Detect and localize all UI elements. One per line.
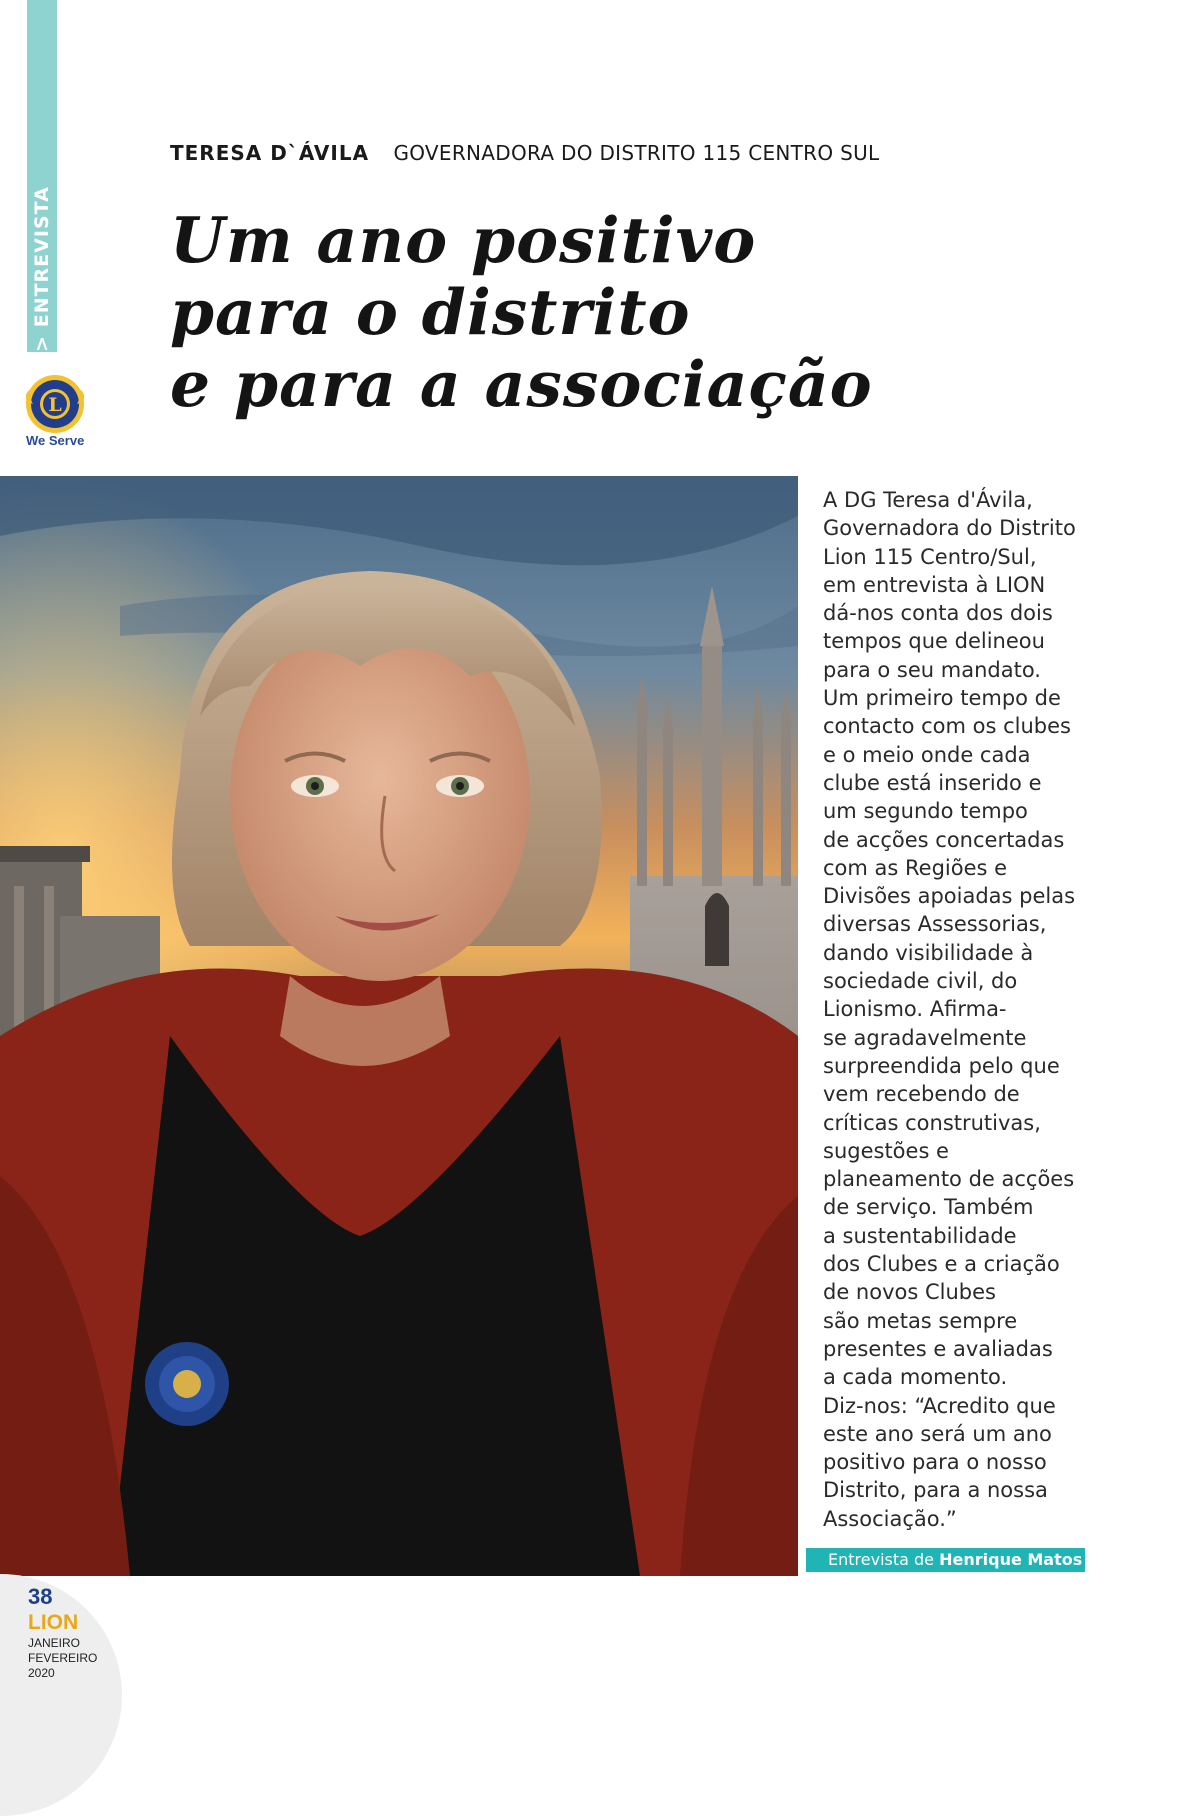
body-line: em entrevista à LION [823,572,1046,597]
body-line: para o seu mandato. [823,657,1041,682]
page-number: 38 [28,1584,53,1609]
body-line: diversas Assessorias, [823,912,1047,937]
body-line: Divisões apoiadas pelas [823,884,1076,909]
magazine-name: LION [28,1611,79,1634]
intro-text [823,486,1093,1533]
byline-author: Henrique Matos [939,1550,1083,1569]
portrait-photo [0,476,798,1576]
headline-line: e para a associação [170,347,873,421]
body-line: planeamento de acções [823,1167,1075,1192]
body-line: Um primeiro tempo de [823,686,1061,711]
headline-line: para o distrito [170,275,691,349]
body-line: de novos Clubes [823,1280,996,1305]
lions-logo-icon [25,372,89,438]
issue-year: 2020 [28,1666,55,1680]
issue-date [28,1636,97,1681]
body-line: são metas sempre [823,1308,1018,1333]
body-line: sugestões e [823,1138,949,1163]
body-line: tempos que delineou [823,629,1045,654]
body-line: Associação.” [823,1506,957,1531]
body-line: Distrito, para a nossa [823,1478,1048,1503]
body-line: e o meio onde cada [823,742,1031,767]
body-line: dando visibilidade à [823,940,1034,965]
body-line: clube está inserido e [823,770,1042,795]
body-line: contacto com os clubes [823,714,1071,739]
body-line: de serviço. Também [823,1195,1034,1220]
body-line: Lionismo. Afirma- [823,997,1007,1022]
body-line: surpreendida pelo que [823,1053,1060,1078]
issue-month: FEVEREIRO [28,1651,98,1665]
body-line: de acções concertadas [823,827,1065,852]
issue-month: JANEIRO [28,1636,81,1650]
logo-letter: L [48,394,62,416]
body-line: Lion 115 Centro/Sul, [823,544,1037,569]
body-line: vem recebendo de [823,1082,1020,1107]
interviewee-role: GOVERNADORA DO DISTRITO 115 CENTRO SUL [393,141,880,165]
body-line: com as Regiões e [823,855,1008,880]
body-line: dos Clubes e a criação [823,1252,1060,1277]
body-line: este ano será um ano [823,1421,1052,1446]
body-line: dá-nos conta dos dois [823,601,1053,626]
body-line: sociedade civil, do [823,969,1018,994]
body-line: a cada momento. [823,1365,1008,1390]
headline-line: Um ano positivo [170,203,757,277]
body-line: críticas construtivas, [823,1110,1041,1135]
byline [806,1548,1085,1572]
section-label [27,186,57,352]
body-line: a sustentabilidade [823,1223,1017,1248]
body-line: Governadora do Distrito [823,516,1076,541]
body-line: A DG Teresa d'Ávila, [823,488,1033,512]
kicker [170,141,879,165]
body-line: presentes e avaliadas [823,1336,1053,1361]
section-label-text: > ENTREVISTA [31,186,54,352]
byline-prefix: Entrevista de [828,1550,935,1569]
interviewee-name: TERESA D`ÁVILA [170,141,370,165]
logo-tagline: We Serve [26,433,85,448]
body-line: um segundo tempo [823,799,1028,824]
headline [170,204,873,420]
portrait-illustration [0,476,798,1576]
body-line: se agradavelmente [823,1025,1027,1050]
body-line: positivo para o nosso [823,1450,1047,1475]
body-line: Diz-nos: “Acredito que [823,1393,1056,1418]
